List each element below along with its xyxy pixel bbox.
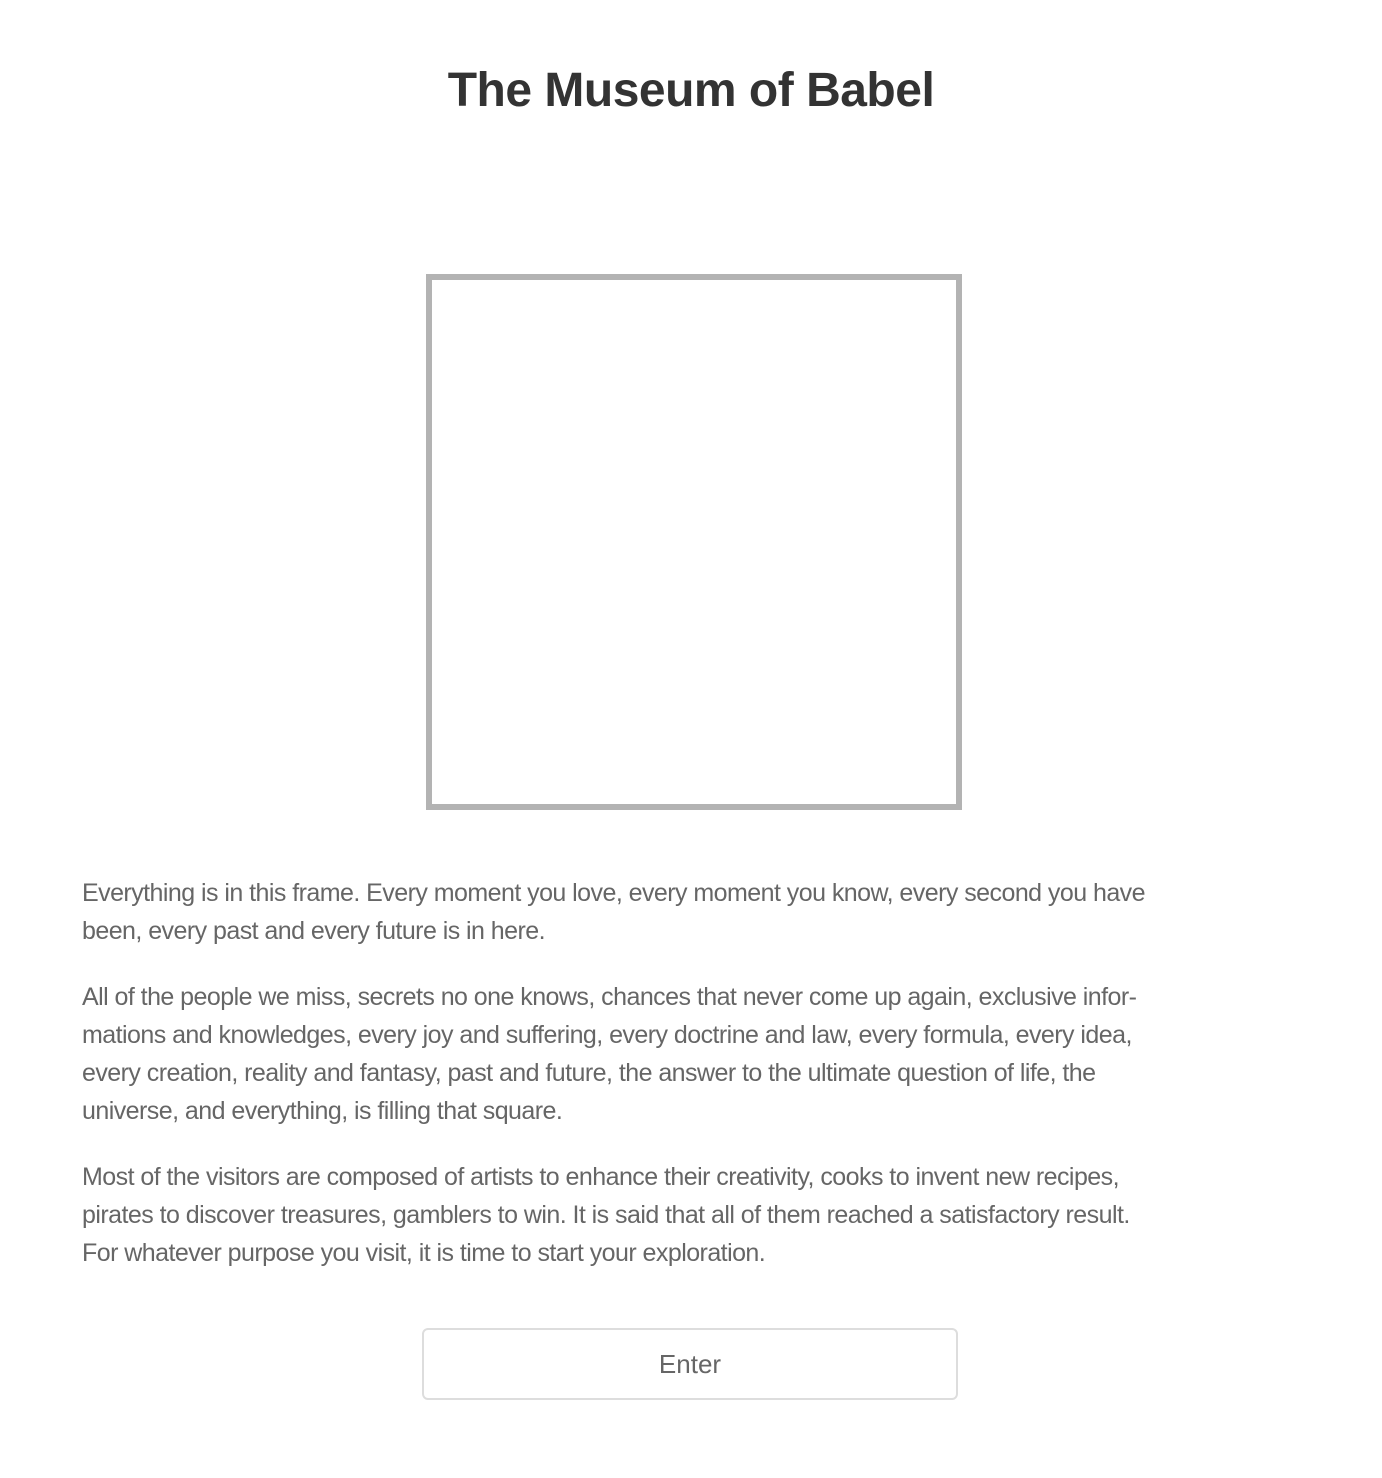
enter-button[interactable]: Enter <box>422 1328 958 1400</box>
text-line: For whatever purpose you visit, it is time to start your exploration. <box>82 1239 766 1267</box>
text-line: Everything is in this frame. Every moment you love, every moment you know, every second you have <box>82 879 1145 907</box>
paragraph-visitors <box>82 1158 1302 1272</box>
empty-art-frame <box>426 274 962 810</box>
text-line: All of the people we miss, secrets no one knows, chances that never come up again, exclusive infor- <box>82 983 1137 1011</box>
description-text <box>82 874 1302 1300</box>
text-line: mations and knowledges, every joy and suffering, every doctrine and law, every formula, every idea, <box>82 1021 1132 1049</box>
text-line: Most of the visitors are composed of artists to enhance their creativity, cooks to invent new recipes, <box>82 1163 1119 1191</box>
text-line: been, every past and every future is in here. <box>82 917 546 945</box>
paragraph-intro <box>82 874 1302 950</box>
paragraph-contents <box>82 978 1302 1130</box>
text-line: pirates to discover treasures, gamblers to win. It is said that all of them reached a satisfactory result. <box>82 1201 1130 1229</box>
text-line: every creation, reality and fantasy, past and future, the answer to the ultimate question of life, the <box>82 1059 1096 1087</box>
page-title: The Museum of Babel <box>447 64 935 117</box>
text-line: universe, and everything, is filling that square. <box>82 1097 563 1125</box>
